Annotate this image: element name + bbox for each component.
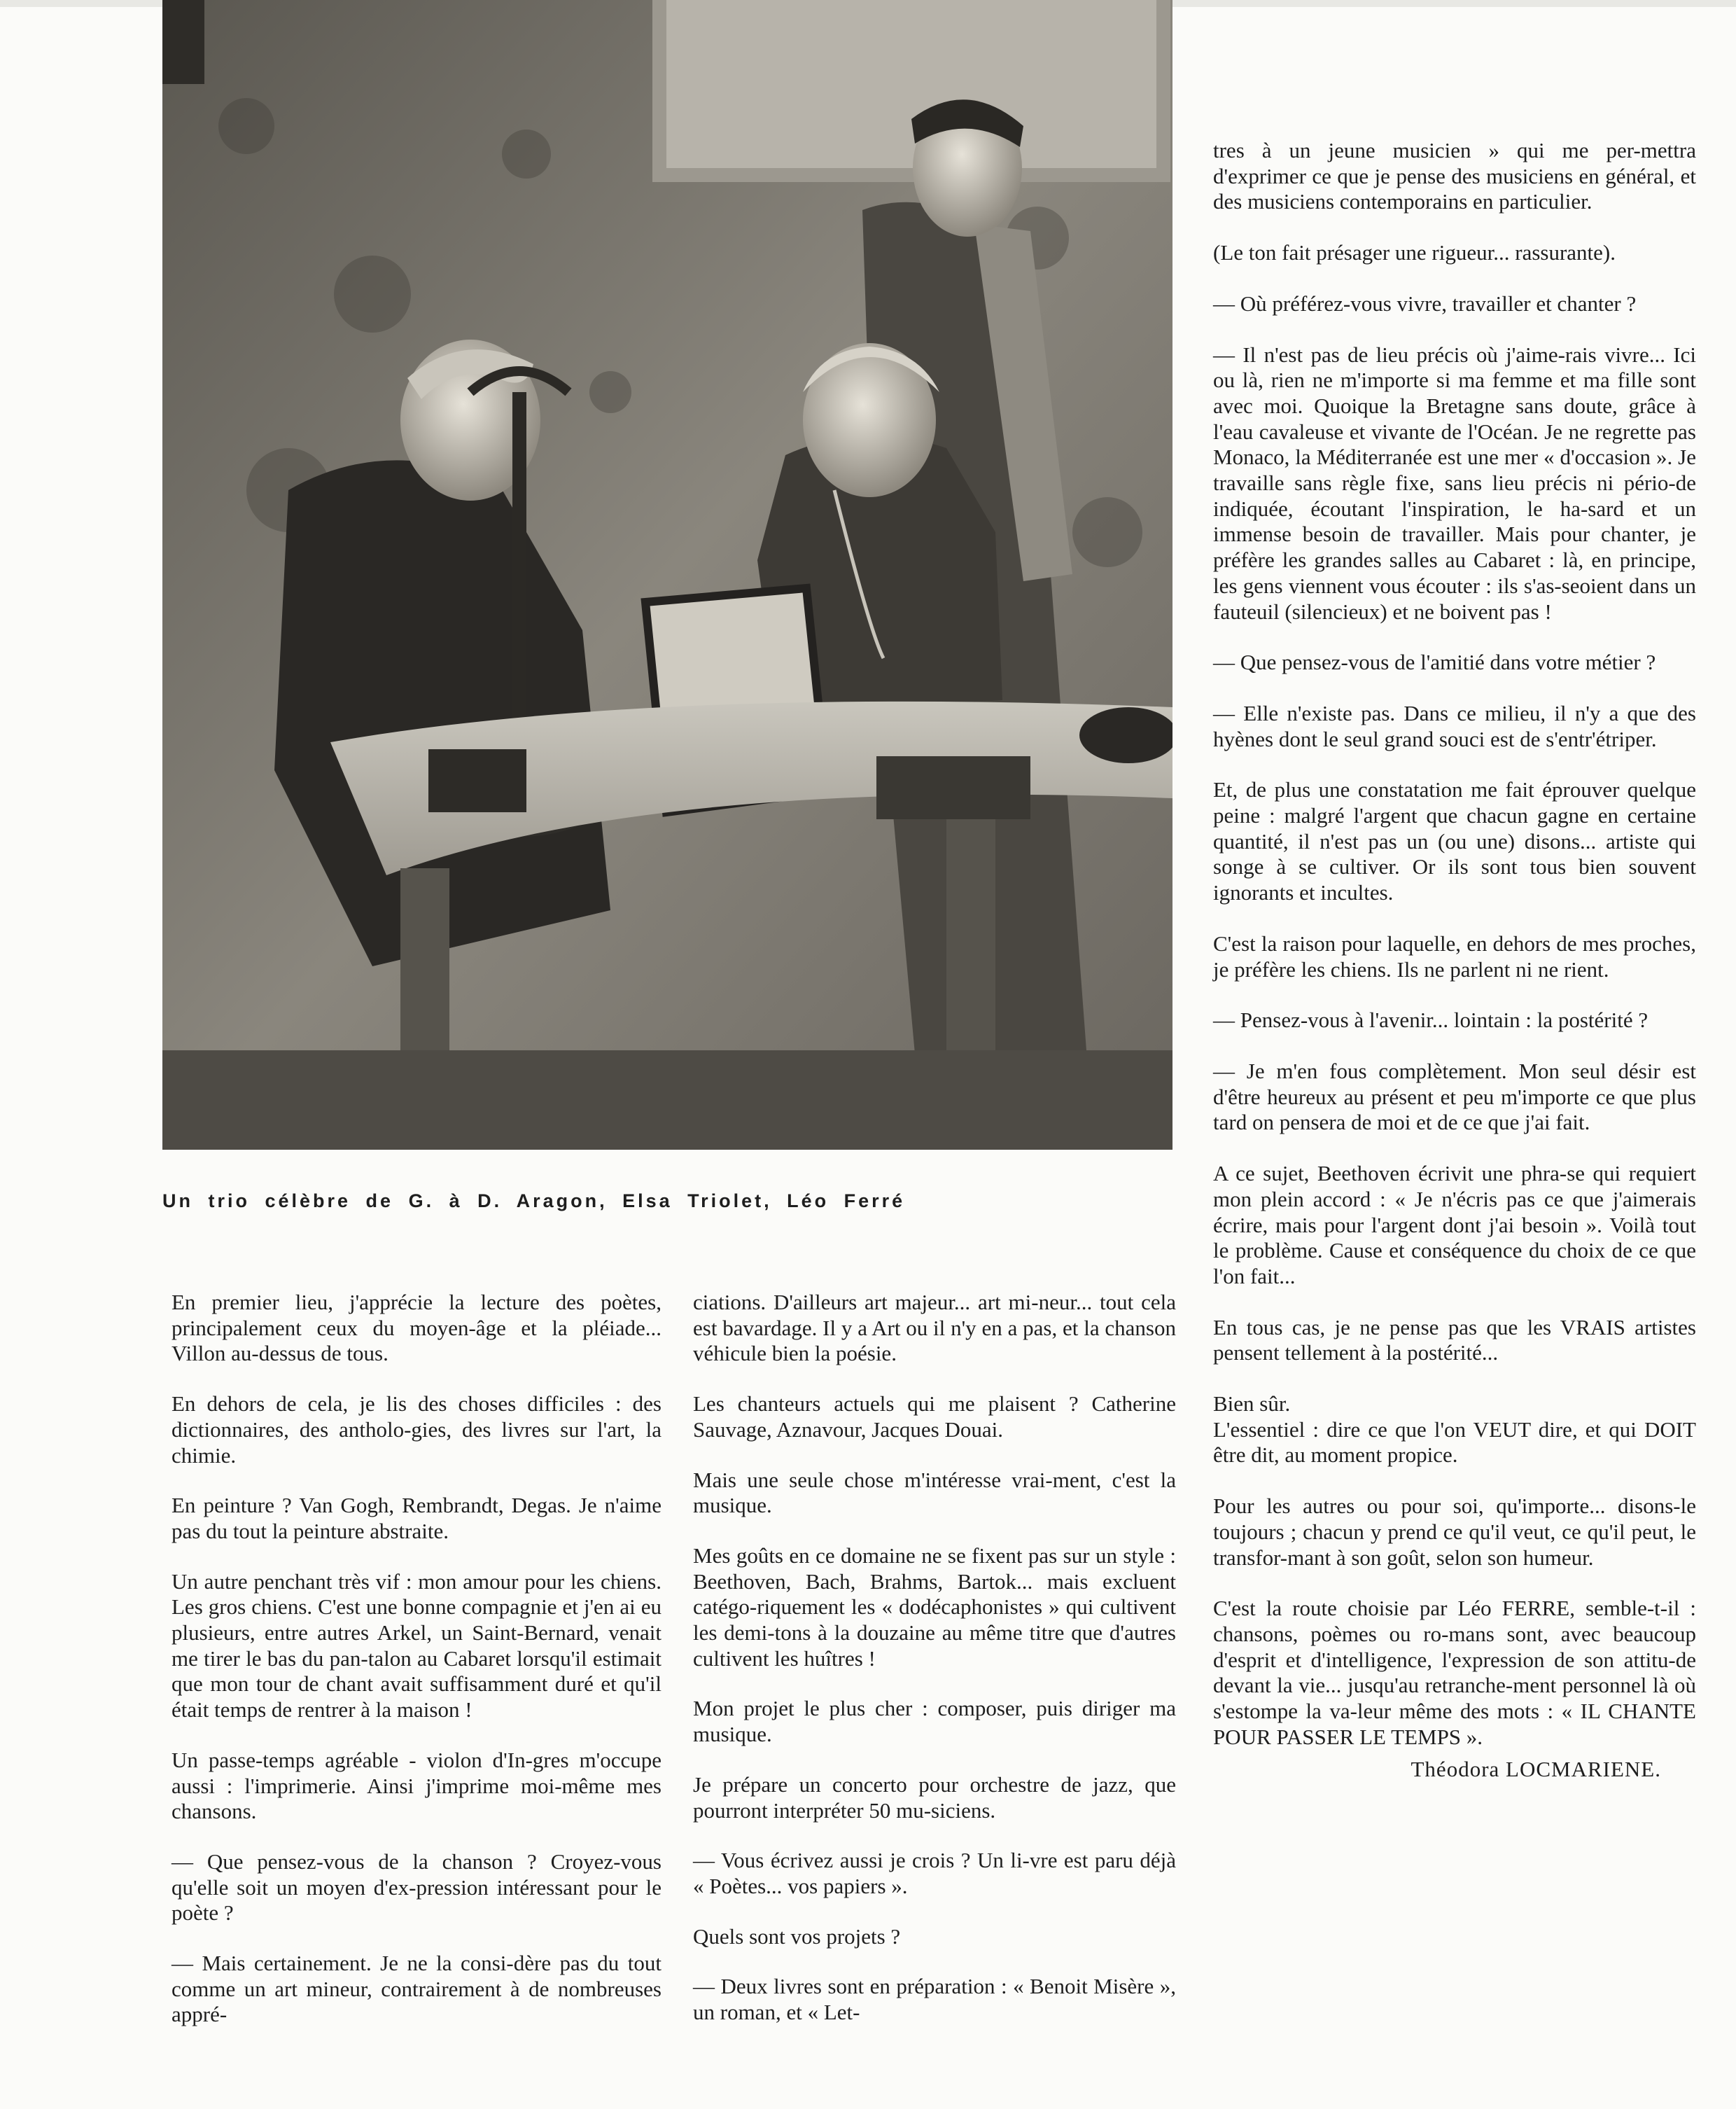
paragraph: Quels sont vos projets ? (693, 1923, 901, 1949)
paragraph: En tous cas, je ne pense pas que les VRAIS artistes pensent tellement à la postérité... (1213, 1314, 1696, 1365)
paragraph: Un autre penchant très vif : mon amour pour les chiens. Les gros chiens. C'est une bonne compagnie et j'en ai eu plusieurs, entre autres Arkel, un Saint-Bernard, venait me tirer le bas du pan-talon au Cabaret lorsqu'il estimait que mon tour de chant avait suffisamment duré et qu'il était temps de rentrer à la maison ! (172, 1568, 662, 1722)
paragraph: — Elle n'existe pas. Dans ce milieu, il n'y a que des hyènes dont le seul grand souci est de s'entr'étriper. (1213, 700, 1696, 751)
paragraph: — Que pensez-vous de l'amitié dans votre métier ? (1213, 650, 1656, 675)
paragraph: Mon projet le plus cher : composer, puis diriger ma musique. (693, 1696, 1176, 1747)
paragraph: — Mais certainement. Je ne la consi-dère pas du tout comme un art mineur, contrairement à de nombreuses appré- (172, 1951, 662, 2027)
trio-photograph (162, 0, 1172, 1150)
paragraph: — Il n'est pas de lieu précis où j'aime-rais vivre... Ici ou là, rien ne m'importe si ma femme et ma fille sont avec moi. Quoique la Bretagne sans doute, grâce à l'eau cavaleuse et vivante de l'Océan. Je ne regrette pas Monaco, la Méditerranée est une mer « d'occasion ». Je travaille sans règle fixe, sans lieu précis ni pério-de indiquée, écoutant l'inspiration, le ha-sard et un immense besoin de travailler. Mais pour chanter, je préfère les grandes salles au Cabaret : là, en principe, les gens viennent vous écouter : ils s'as-seoient dans un fauteuil (silencieux) et ne boivent pas ! (1213, 342, 1696, 624)
paragraph: Un passe-temps agréable - violon d'In-gres m'occupe aussi : l'imprimerie. Ainsi j'imprime moi-même mes chansons. (172, 1747, 662, 1824)
paragraph: — Que pensez-vous de la chanson ? Croyez-vous qu'elle soit un moyen d'ex-pression intéressant pour le poète ? (172, 1849, 662, 1926)
paragraph: (Le ton fait présager une rigueur... rassurante). (1213, 240, 1616, 265)
paragraph: Je prépare un concerto pour orchestre de jazz, que pourront interpréter 50 mu-siciens. (693, 1772, 1176, 1823)
text-column-left (172, 1290, 662, 2052)
photo-caption: Un trio célèbre de G. à D. Aragon, Elsa Triolet, Léo Ferré (162, 1190, 906, 1211)
paragraph: En dehors de cela, je lis des choses difficiles : des dictionnaires, des antholo-gies, des livres sur l'art, la chimie. (172, 1391, 662, 1468)
paragraph: tres à un jeune musicien » qui me per-mettra d'exprimer ce que je pense des musiciens en général, et des musiciens contemporains en particulier. (1213, 138, 1696, 214)
paragraph: L'essentiel : dire ce que l'on VEUT dire, et qui DOIT être dit, au moment propice. (1213, 1417, 1696, 1468)
text-column-right (1213, 138, 1696, 1783)
paragraph: En premier lieu, j'apprécie la lecture des poètes, principalement ceux du moyen-âge et la pléiade... Villon au-dessus de tous. (172, 1290, 662, 1366)
paragraph: C'est la route choisie par Léo FERRE, semble-t-il : chansons, poèmes ou ro-mans sont, avec beaucoup d'esprit et d'intelligence, l'expression de son attitu-de devant la vie... jusqu'au retranche-ment personnel là où s'estompe la va-leur même des mots : « IL CHANTE POUR PASSER LE TEMPS ». (1213, 1596, 1696, 1749)
paragraph: Les chanteurs actuels qui me plaisent ? Catherine Sauvage, Aznavour, Jacques Douai. (693, 1391, 1176, 1442)
paragraph: ciations. D'ailleurs art majeur... art mi-neur... tout cela est bavardage. Il y a Art ou il n'y en a pas, et la chanson véhicule bien la poésie. (693, 1290, 1176, 1366)
signature-text: Théodora LOCMARIENE. (1410, 1757, 1661, 1782)
paragraph: — Où préférez-vous vivre, travailler et chanter ? (1213, 291, 1637, 316)
photo-illustration (162, 0, 1172, 1150)
paragraph: Mais une seule chose m'intéresse vrai-ment, c'est la musique. (693, 1467, 1176, 1518)
paragraph: — Je m'en fous complètement. Mon seul désir est d'être heureux au présent et peu m'importe ce que plus tard on pensera de moi et de ce que j'ai fait. (1213, 1058, 1696, 1135)
paragraph: Pour les autres ou pour soi, qu'importe... disons-le toujours ; chacun y prend ce qu'il veut, ce qu'il peut, le transfor-mant à son goût, selon son humeur. (1213, 1494, 1696, 1570)
paragraph: — Vous écrivez aussi je crois ? Un li-vre est paru déjà « Poètes... vos papiers ». (693, 1848, 1176, 1898)
author-signature (1213, 1757, 1696, 1783)
paragraph: Et, de plus une constatation me fait éprouver quelque peine : malgré l'argent que chacun gagne en certaine quantité, il n'est pas un (ou une) disons... artiste qui songe à se cultiver. Or ils sont tous bien souvent ignorants et incultes. (1213, 777, 1696, 905)
paragraph: A ce sujet, Beethoven écrivit une phra-se qui requiert mon plein accord : « Je n'écris pas ce que j'aimerais écrire, mais pour l'argent dont j'ai besoin ». Voilà tout le problème. Cause et conséquence du choix de ce que l'on fait... (1213, 1161, 1696, 1288)
paragraph: — Deux livres sont en préparation : « Benoit Misère », un roman, et « Let- (693, 1974, 1176, 2025)
paragraph: — Pensez-vous à l'avenir... lointain : la postérité ? (1213, 1008, 1648, 1033)
text-column-middle (693, 1290, 1176, 2050)
paragraph: C'est la raison pour laquelle, en dehors de mes proches, je préfère les chiens. Ils ne parlent ni ne rient. (1213, 931, 1696, 982)
paragraph: En peinture ? Van Gogh, Rembrandt, Degas. Je n'aime pas du tout la peinture abstraite. (172, 1493, 662, 1543)
paragraph: Mes goûts en ce domaine ne se fixent pas sur un style : Beethoven, Bach, Brahms, Bartok... mais excluent catégo-riquement les « dodécaphonistes » qui cultivent les demi-tons à la douzaine au même titre que d'autres cultivent les huîtres ! (693, 1543, 1176, 1671)
paragraph: Bien sûr. (1213, 1391, 1291, 1417)
